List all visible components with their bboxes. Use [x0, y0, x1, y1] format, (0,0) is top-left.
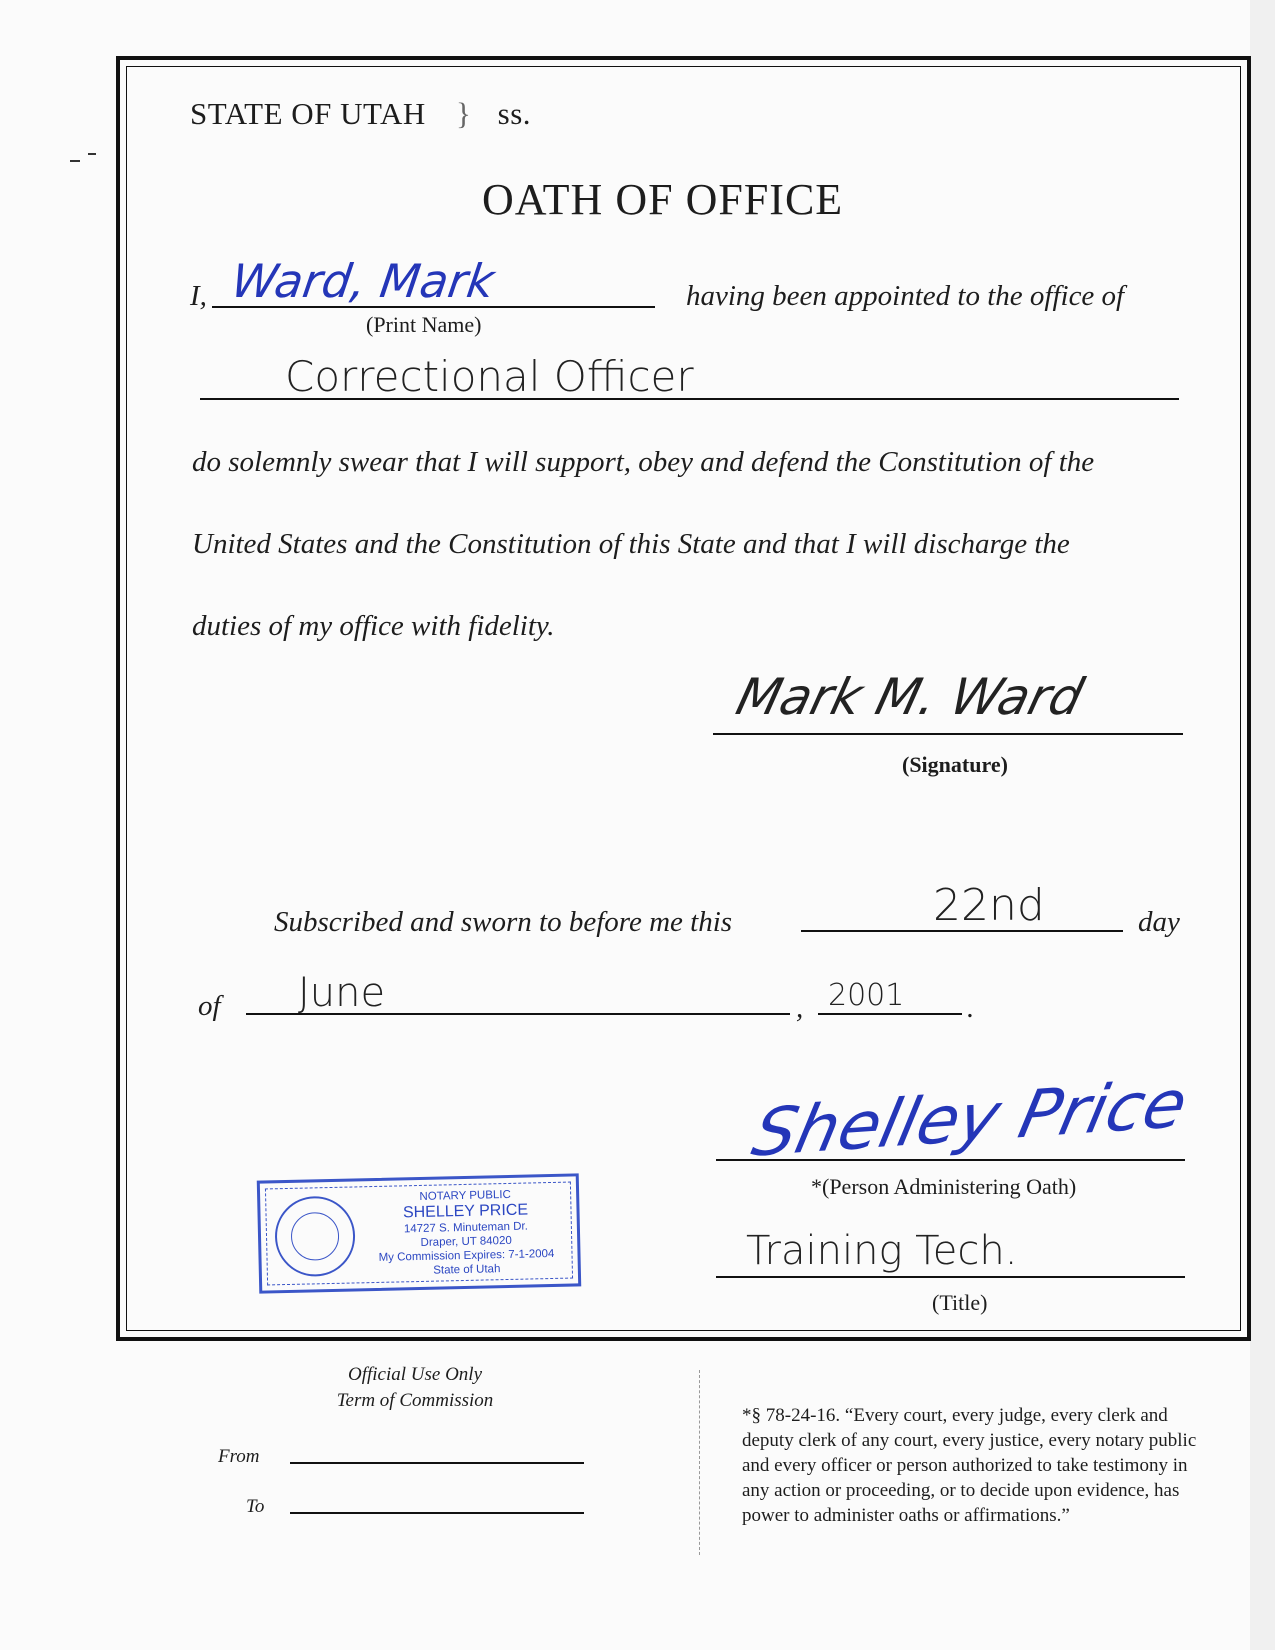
print-name-value: Ward, Mark — [228, 254, 498, 308]
page-right-edge — [1250, 0, 1275, 1650]
footnote-line-2: deputy clerk of any court, every justice, every notary public — [742, 1430, 1197, 1451]
oath-text-line-3: duties of my office with fidelity. — [192, 610, 555, 642]
term-of-commission-title: Term of Commission — [336, 1390, 494, 1411]
date-comma: , — [796, 992, 804, 1024]
footnote-line-4: any action or proceeding, or to decide upon evidence, has — [742, 1480, 1180, 1501]
official-use-title: Official Use Only — [347, 1364, 483, 1385]
column-divider — [699, 1370, 700, 1555]
footnote-line-5: power to administer oaths or affirmations.” — [742, 1505, 1070, 1526]
page-title: OATH OF OFFICE — [482, 175, 844, 224]
state-heading — [190, 96, 531, 132]
date-period: . — [967, 992, 975, 1024]
official-use-heading — [290, 1362, 540, 1414]
to-label: To — [246, 1496, 265, 1517]
scan-mark — [88, 153, 96, 155]
signature-line — [713, 733, 1183, 735]
title-line — [716, 1276, 1185, 1278]
signature-label: (Signature) — [902, 752, 1008, 777]
stamp-line-3: 14727 S. Minuteman Dr. — [403, 1220, 529, 1236]
stamp-line-4: Draper, UT 84020 — [420, 1234, 512, 1249]
day-word: day — [1138, 906, 1180, 938]
stamp-notary-name: SHELLEY PRICE — [402, 1201, 529, 1222]
notary-stamp — [257, 1173, 581, 1293]
stamp-line-6: State of Utah — [433, 1263, 501, 1277]
of-word: of — [198, 990, 221, 1022]
to-line — [290, 1512, 584, 1514]
stamp-line-1: NOTARY PUBLIC — [419, 1188, 511, 1203]
footnote-line-1: *§ 78-24-16. “Every court, every judge, every clerk and — [742, 1405, 1168, 1426]
year-value: 2001 — [828, 978, 905, 1013]
oath-taker-signature: Mark M. Ward — [730, 668, 1089, 726]
print-name-label: (Print Name) — [366, 312, 482, 337]
ss-abbreviation: ss. — [497, 96, 532, 131]
oath-prefix: I, — [190, 280, 207, 312]
appointed-text: having been appointed to the office of — [686, 280, 1125, 312]
month-value: June — [298, 970, 386, 1016]
oath-text-line-1: do solemnly swear that I will support, obey and defend the Constitution of the — [192, 446, 1095, 478]
title-label: (Title) — [932, 1290, 988, 1315]
brace: } — [456, 96, 472, 131]
subscribed-text: Subscribed and sworn to before me this — [274, 906, 733, 938]
seal-core — [290, 1212, 339, 1261]
statute-footnote — [742, 1403, 1196, 1528]
stamp-text — [360, 1187, 572, 1280]
day-value: 22nd — [933, 880, 1045, 931]
stamp-line-5: My Commission Expires: 7-1-2004 — [378, 1247, 555, 1264]
scan-mark — [70, 160, 80, 162]
administrator-title-value: Training Tech. — [746, 1228, 1018, 1274]
administrator-signature: Shelley Price — [745, 1065, 1194, 1172]
year-line — [818, 1013, 962, 1015]
footnote-line-3: and every officer or person authorized to take testimony in — [742, 1455, 1188, 1476]
administrator-label: *(Person Administering Oath) — [811, 1174, 1077, 1199]
from-label: From — [218, 1446, 260, 1467]
office-value: Correctional Officer — [285, 352, 694, 401]
oath-text-line-2: United States and the Constitution of this State and that I will discharge the — [192, 528, 1070, 560]
state-name: STATE OF UTAH — [190, 96, 426, 131]
from-line — [290, 1462, 584, 1464]
